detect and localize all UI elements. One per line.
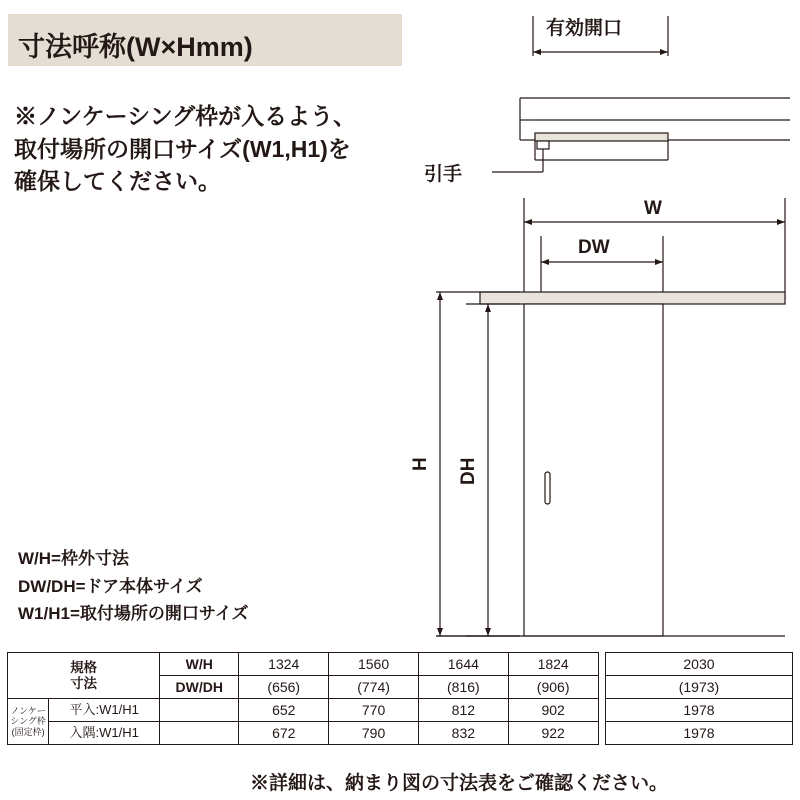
cell-nyuusumi-3: 922 [508,722,598,745]
label-dw: DW [578,237,610,258]
legend-line-1: W/H=枠外寸法 [18,549,129,568]
cell-label-hirairi: 平入:W1/H1 [49,699,160,722]
cell-dwdh-2: (816) [418,676,508,699]
note-line-1: ※ノンケーシング枠が入るよう、 [14,103,357,129]
row-header-line-1: 規格 [70,659,98,675]
installation-note [14,100,444,198]
legend-line-3: W1/H1=取付場所の開口サイズ [18,604,249,624]
cell-label-wh: W/H [160,653,239,676]
spec-table [7,652,793,745]
table-row [8,722,793,745]
label-w: W [644,198,662,219]
cell-wh-2: 1644 [418,653,508,676]
note-line-2: 取付場所の開口サイズ(W1,H1)を [14,135,351,162]
table-gap [598,653,605,676]
page-title: 寸法呼称(W×Hmm) [18,32,253,62]
cell-nyuusumi-0: 672 [239,722,329,745]
cell-dwdh-last: (1973) [605,676,792,699]
cell-hirairi-0: 652 [239,699,329,722]
table-row-header [8,653,160,699]
note-line-3: 確保してください。 [14,168,221,195]
cell-nyuusumi-blank [160,722,239,745]
cell-nyuusumi-1: 790 [329,722,419,745]
cell-nyuusumi-last: 1978 [605,722,792,745]
cell-label-nyuusumi: 入隅:W1/H1 [49,722,160,745]
table-footnote: ※詳細は、納まり図の寸法表をご確認ください。 [250,773,669,794]
cell-hirairi-3: 902 [508,699,598,722]
cell-hirairi-1: 770 [329,699,419,722]
cell-hirairi-last: 1978 [605,699,792,722]
label-h: H [410,457,431,471]
legend-line-2: DW/DH=ドア本体サイズ [18,576,203,596]
cell-wh-last: 2030 [605,653,792,676]
cell-label-dwdh: DW/DH [160,676,239,699]
table-gap [598,699,605,722]
table-gap [598,676,605,699]
cell-dwdh-3: (906) [508,676,598,699]
cell-wh-3: 1824 [508,653,598,676]
cell-label-noncasing: ノンケー シング枠 (固定枠) [8,699,49,745]
label-dh: DH [458,457,479,485]
label-handle: 引手 [424,164,463,185]
table-row [8,653,793,676]
cell-dwdh-1: (774) [329,676,419,699]
legend-block [18,545,249,628]
table-gap [598,722,605,745]
cell-wh-1: 1560 [329,653,419,676]
table-row [8,699,793,722]
cell-hirairi-2: 812 [418,699,508,722]
cell-wh-0: 1324 [239,653,329,676]
cell-nyuusumi-2: 832 [418,722,508,745]
cell-dwdh-0: (656) [239,676,329,699]
cell-hirairi-blank [160,699,239,722]
row-header-line-2: 寸法 [70,675,98,691]
label-effective-opening: 有効開口 [546,18,623,39]
